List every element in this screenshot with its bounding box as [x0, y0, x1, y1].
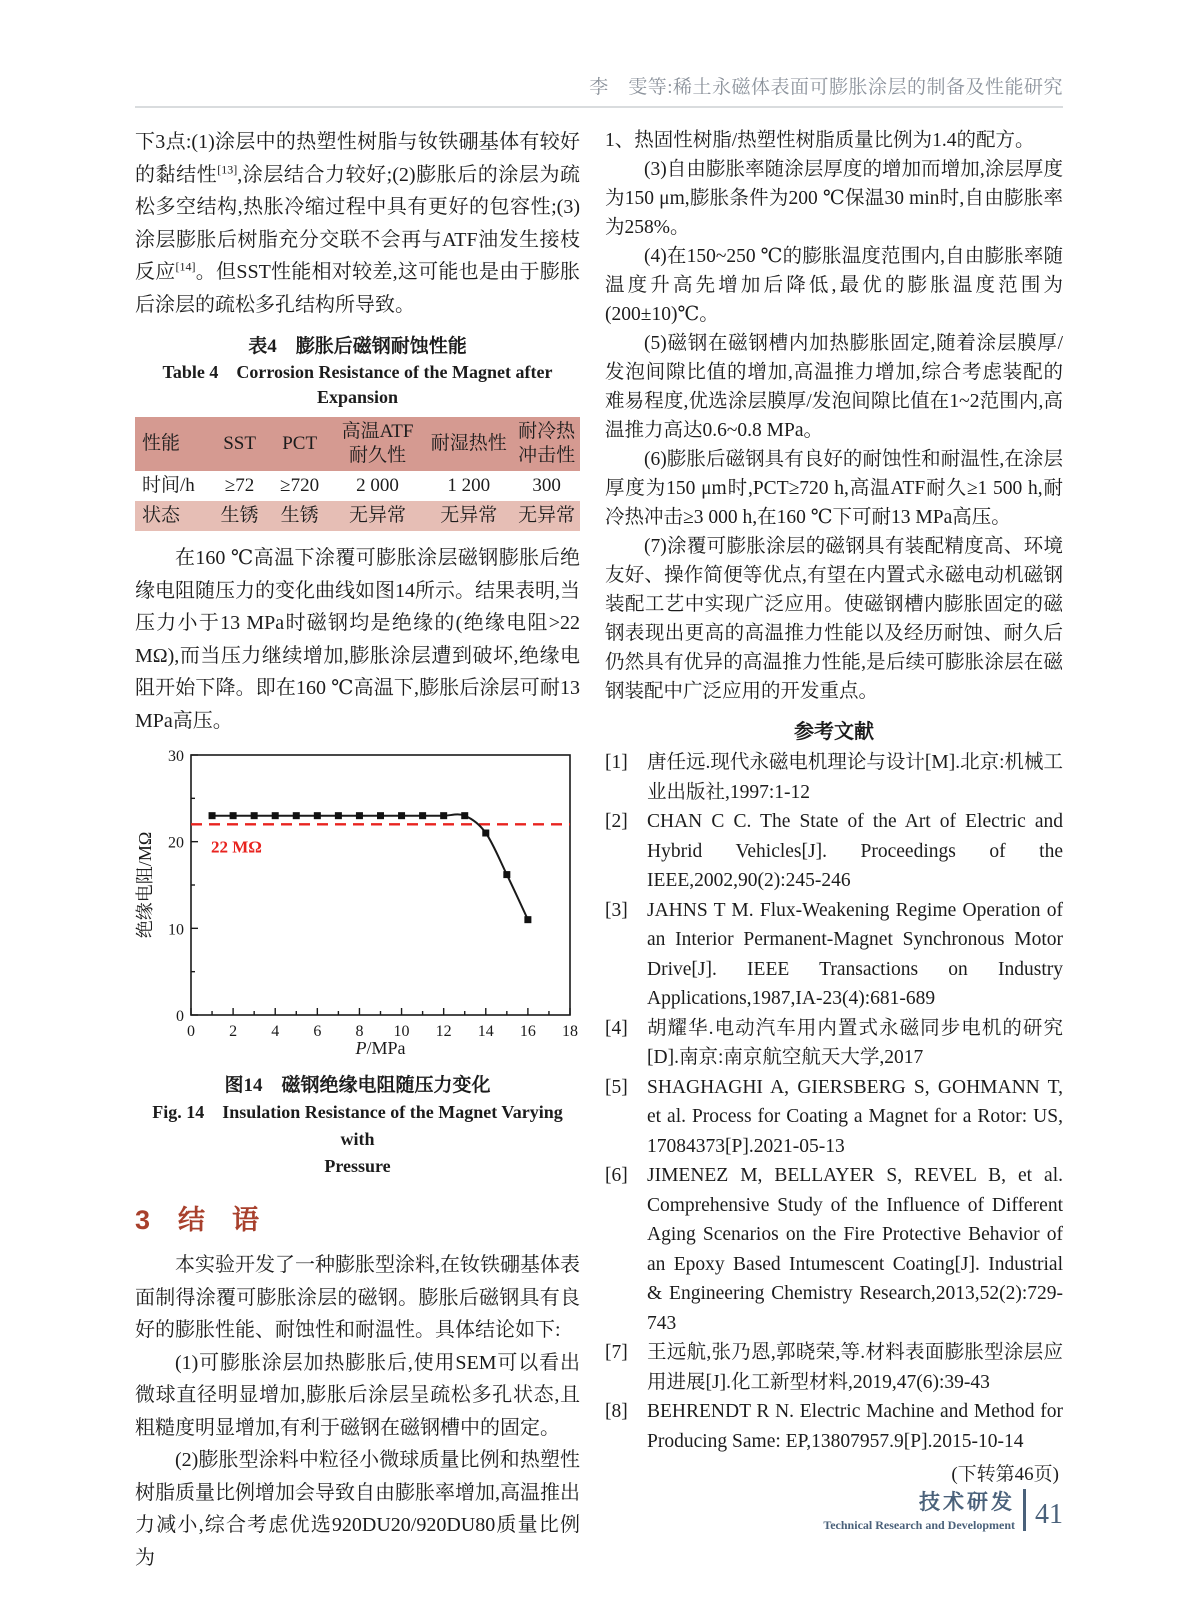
paragraph-text: 。但SST性能相对较差,这可能也是由于膨胀后涂层的疏松多孔结构所导致。	[135, 261, 580, 316]
reference-label: [8]	[605, 1401, 628, 1422]
section-number: 3	[135, 1205, 151, 1235]
svg-text:30: 30	[168, 748, 184, 765]
table-row	[135, 471, 580, 501]
reference-label: [3]	[605, 899, 628, 921]
reference-item	[605, 807, 1063, 896]
paragraph: 本实验开发了一种膨胀型涂料,在钕铁硼基体表面制得涂覆可膨胀涂层的磁钢。膨胀后磁钢具有良好的膨胀性能、耐蚀性和耐温性。具体结论如下:	[135, 1254, 580, 1341]
table-cell: 时间/h	[142, 475, 195, 496]
svg-text:0: 0	[176, 1008, 184, 1025]
header-rule	[135, 106, 1063, 108]
right-column	[605, 126, 1063, 1486]
reference-item	[605, 896, 1063, 1014]
section-heading-conclusion	[135, 1198, 580, 1237]
references-heading: 参考文献	[794, 721, 874, 743]
paragraph: (4)在150~250 ℃的膨胀温度范围内,自由膨胀率随温度升高先增加后降低,最优的膨胀温度范围为(200±10)℃。	[605, 246, 1063, 325]
citation-superscript: [13]	[217, 161, 238, 176]
figure14-caption-cn: 图14 磁钢绝缘电阻随压力变化	[224, 1075, 491, 1096]
reference-item	[605, 1397, 1063, 1456]
header-cell: 耐冷热 冲击性	[518, 421, 576, 466]
reference-label: [6]	[605, 1165, 628, 1186]
footer-section-cn: 技术研发	[919, 1491, 1015, 1514]
paragraph: (7)涂覆可膨胀涂层的磁钢具有装配精度高、环境友好、操作简便等优点,有望在内置式永磁电动机磁钢装配工艺中实现广泛应用。使磁钢槽内膨胀固定的磁钢表现出更高的高温推力性能以及经历耐蚀、耐久后仍然具有优异的高温推力性能,是后续可膨胀涂层在磁钢装配中广泛应用的开发重点。	[605, 536, 1063, 702]
svg-text:0: 0	[187, 1023, 195, 1040]
svg-text:10: 10	[168, 921, 184, 939]
footer-section	[823, 1486, 1015, 1533]
figure14-caption-en-line2: Pressure	[324, 1156, 391, 1176]
table-cell: ≥720	[280, 475, 320, 496]
svg-text:6: 6	[313, 1023, 322, 1040]
paragraph: (6)膨胀后磁钢具有良好的耐蚀性和耐温性,在涂层厚度为150 μm时,PCT≥720 h,高温ATF耐久≥1 500 h,耐冷热冲击≥3 000 h,在160 ℃下可耐13 MPa高压。	[605, 449, 1063, 528]
figure14	[135, 739, 580, 1180]
figure14-caption-en-line1: Fig. 14 Insulation Resistance of the Magnet Varying with	[152, 1102, 563, 1149]
reference-text: 胡耀华.电动汽车用内置式永磁同步电机的研究[D].南京:南京航空航天大学,2017	[647, 1017, 1063, 1068]
header-cell: PCT	[282, 433, 318, 454]
footer-section-en: Technical Research and Development	[823, 1518, 1015, 1532]
svg-text:10: 10	[393, 1023, 410, 1040]
figure14-line-chart	[135, 739, 580, 1061]
paragraph-continued	[135, 126, 580, 321]
left-column	[135, 126, 580, 1574]
reference-text: CHAN C C. The State of the Art of Electric and Hybrid Vehicles[J]. Proceedings of the IEEE,2002,90(2):245-246	[647, 811, 1063, 891]
table4-title-en-line1: Table 4 Corrosion Resistance of the Magnet after	[162, 362, 553, 382]
reference-label: [7]	[605, 1342, 628, 1363]
header-cell: 耐湿热性	[430, 433, 507, 454]
paragraph-text: ,涂层结合力较好;(2)膨胀后的涂层为疏松多空结构,热胀冷缩过程中具有更好的包容性;(3)涂层膨胀后树脂充分交联不会再与ATF油发生接枝反应	[135, 163, 580, 283]
svg-text:绝缘电阻/MΩ: 绝缘电阻/MΩ	[135, 831, 155, 939]
svg-text:18: 18	[562, 1023, 578, 1040]
reference-text: BEHRENDT R N. Electric Machine and Method for Producing Same: EP,13807957.9[P].2015-10-14	[647, 1401, 1063, 1452]
reference-label: [2]	[605, 811, 628, 832]
reference-text: 王远航,张乃恩,郭晓荣,等.材料表面膨胀型涂层应用进展[J].化工新型材料,2019,47(6):39-43	[647, 1342, 1063, 1393]
table-cell: 生锈	[220, 505, 259, 526]
citation-superscript: [14]	[175, 259, 196, 274]
svg-text:4: 4	[271, 1023, 280, 1040]
table-row	[135, 501, 580, 531]
table4-corrosion-resistance	[135, 417, 580, 531]
reference-text: SHAGHAGHI A, GIERSBERG S, GOHMANN T, et al. Process for Coating a Magnet for a Rotor: US, 17084373[P].2021-05-13	[647, 1076, 1063, 1157]
header-cell: SST	[223, 433, 256, 454]
reference-label: [1]	[605, 752, 628, 773]
svg-text:2: 2	[229, 1023, 238, 1040]
paragraph: (3)自由膨胀率随涂层厚度的增加而增加,涂层厚度为150 μm,膨胀条件为200 ℃保温30 min时,自由膨胀率为258%。	[605, 159, 1063, 238]
paragraph: (5)磁钢在磁钢槽内加热膨胀固定,随着涂层膜厚/发泡间隙比值的增加,高温推力增加,综合考虑装配的难易程度,优选涂层膜厚/发泡间隙比值在1~2范围内,高温推力高达0.6~0.8 MPa。	[605, 333, 1063, 441]
page-number: 41	[1035, 1499, 1063, 1530]
continuation-note: (下转第46页)	[951, 1464, 1059, 1485]
svg-text:20: 20	[168, 834, 184, 852]
table-cell: 生锈	[280, 505, 319, 526]
paragraph: (1)可膨胀涂层加热膨胀后,使用SEM可以看出微球直径明显增加,膨胀后涂层呈疏松多孔状态,且粗糙度明显增加,有利于磁钢在磁钢槽中的固定。	[135, 1351, 580, 1439]
svg-text:8: 8	[355, 1023, 364, 1040]
reference-label: [4]	[605, 1017, 628, 1039]
table-cell: 300	[532, 475, 561, 496]
paragraph-continued: 1、热固性树脂/热塑性树脂质量比例为1.4的配方。	[605, 130, 1035, 151]
reference-item	[605, 1338, 1063, 1397]
reference-item	[605, 748, 1063, 807]
svg-text:22 MΩ: 22 MΩ	[211, 837, 262, 857]
paragraph-text: 下3点:(1)涂层中的热塑性树脂与钕铁硼基体有较好的黏结性	[135, 131, 580, 186]
table-cell: 无异常	[440, 505, 498, 526]
table-cell: ≥72	[224, 475, 255, 496]
reference-label: [5]	[605, 1076, 628, 1098]
svg-text:12: 12	[435, 1023, 452, 1040]
reference-text: JAHNS T M. Flux-Weakening Regime Operation of an Interior Permanent-Magnet Synchronous Motor Drive[J]. IEEE Transactions on Industry Applications,1987,IA-23(4):681-689	[647, 899, 1063, 1009]
reference-item	[605, 1073, 1063, 1162]
footer-divider	[1023, 1489, 1026, 1531]
figure14-caption-en	[135, 1099, 580, 1180]
page-footer	[823, 1486, 1063, 1533]
svg-text:16: 16	[519, 1023, 536, 1040]
reference-item	[605, 1014, 1063, 1073]
reference-text: JIMENEZ M, BELLAYER S, REVEL B, et al. Comprehensive Study of the Influence of Different Aging Scenarios on the Fire Protective Behavior of an Epoxy Based Intumescent Coating[J]. Industrial & Engineering Chemistry Research,2013,52(2):729-743	[647, 1165, 1063, 1334]
paragraph: 在160 ℃高温下涂覆可膨胀涂层磁钢膨胀后绝缘电阻随压力的变化曲线如图14所示。结果表明,当压力小于13 MPa时磁钢均是绝缘的(绝缘电阻>22 MΩ),而当压力继续增加,膨胀涂层遭到破坏,绝缘电阻开始下降。即在160 ℃高温下,膨胀后涂层可耐13 MPa高压。	[135, 547, 580, 732]
table-cell: 2 000	[356, 475, 399, 496]
table-header-row	[135, 417, 580, 471]
table-cell: 状态	[142, 505, 181, 526]
section-title: 结 语	[178, 1205, 260, 1235]
reference-text: 唐任远.现代永磁电机理论与设计[M].北京:机械工业出版社,1997:1-12	[647, 752, 1063, 803]
table-cell: 无异常	[348, 505, 406, 526]
table4-title-en	[135, 360, 580, 410]
running-title: 李 雯等:稀土永磁体表面可膨胀涂层的制备及性能研究	[589, 77, 1063, 98]
header-cell: 高温ATF 耐久性	[341, 421, 414, 466]
table4-title-en-line2: Expansion	[316, 387, 399, 407]
table4-title-cn: 表4 膨胀后磁钢耐蚀性能	[248, 336, 467, 357]
paragraph: (2)膨胀型涂料中粒径小微球质量比例和热塑性树脂质量比例增加会导致自由膨胀率增加,高温推出力减小,综合考虑优选920DU20/920DU80质量比例为	[135, 1449, 580, 1569]
table-cell: 1 200	[447, 475, 491, 496]
reference-item	[605, 1161, 1063, 1338]
table-cell: 无异常	[518, 505, 576, 526]
svg-text:P/MPa: P/MPa	[355, 1038, 406, 1058]
header-cell: 性能	[142, 433, 181, 454]
svg-text:14: 14	[477, 1023, 494, 1040]
